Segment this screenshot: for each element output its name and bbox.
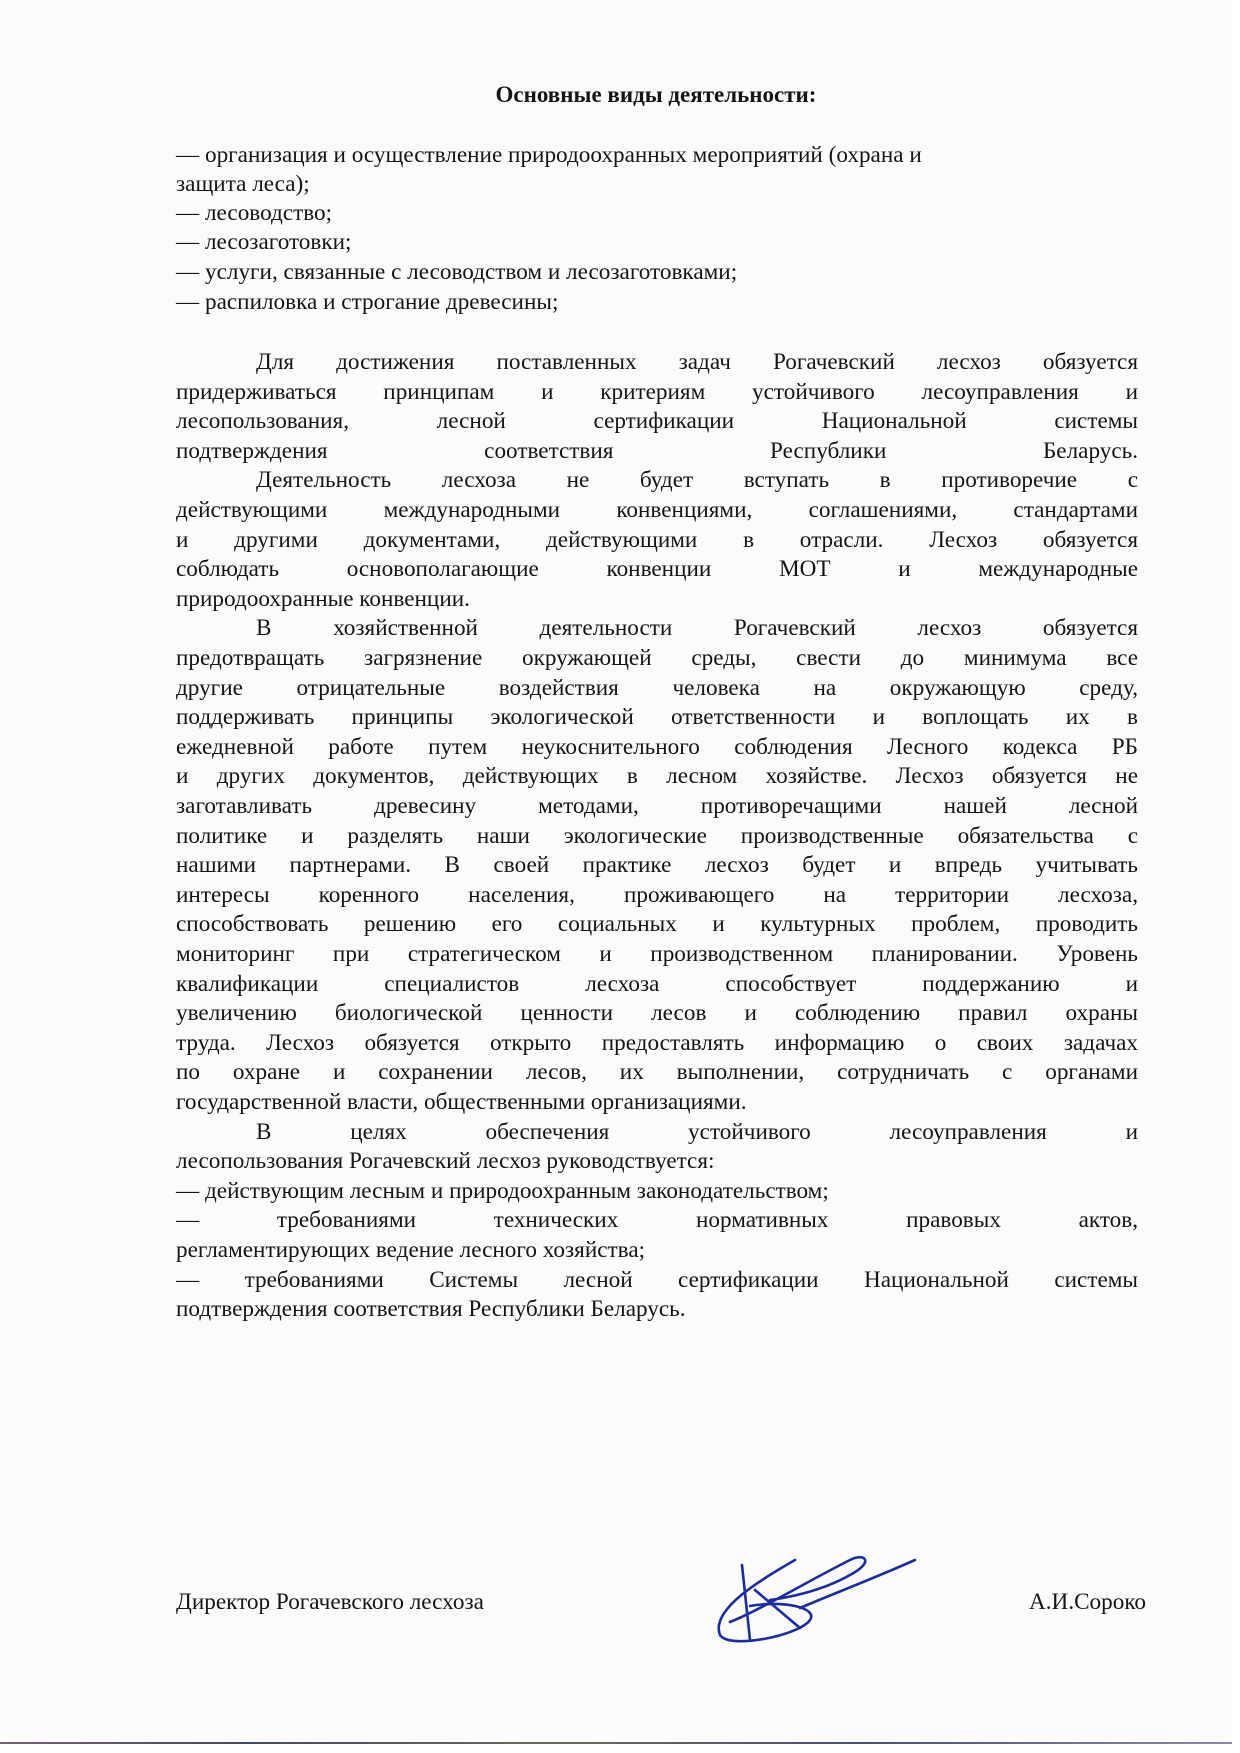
signatory-name: А.И.Сороко <box>1028 1589 1146 1615</box>
body-text-line: нашими партнерами. В своей практике лесхоз будет и впредь учитывать <box>176 852 1138 879</box>
signatory-position: Директор Рогачевского лесхоза <box>176 1589 484 1615</box>
body-text-line: интересы коренного населения, проживающего на территории лесхоза, <box>176 881 1138 908</box>
body-text-line: придерживаться принципам и критериям устойчивого лесоуправления и <box>176 378 1138 405</box>
activity-item: — организация и осуществление природоохранных мероприятий (охрана и <box>176 142 922 168</box>
body-text-line: способствовать решению его социальных и культурных проблем, проводить <box>176 911 1138 938</box>
paragraph-guidance-line: В целях обеспечения устойчивого лесоуправления и <box>256 1118 1138 1145</box>
body-text-line: лесопользования, лесной сертификации Национальной системы <box>176 408 1138 435</box>
body-text-line: труда. Лесхоз обязуется открыто предоставлять информацию о своих задачах <box>176 1029 1138 1056</box>
body-text-line: соблюдать основополагающие конвенции МОТ и международные <box>176 556 1138 583</box>
document-title: Основные виды деятельности: <box>495 82 817 107</box>
body-text-line: действующими международными конвенциями, соглашениями, стандартами <box>176 497 1138 523</box>
body-text-line: заготавливать древесину методами, противоречащими нашей лесной <box>176 793 1138 819</box>
body-text-line: и другими документами, действующими в отрасли. Лесхоз обязуется <box>176 526 1138 553</box>
paragraph-compliance-line: Деятельность лесхоза не будет вступать в противоречие с <box>256 467 1138 494</box>
activity-item: — распиловка и строгание древесины; <box>176 289 559 315</box>
body-text-line: природоохранные конвенции. <box>176 585 470 612</box>
body-text-line: по охране и сохранении лесов, их выполнении, сотрудничать с органами <box>176 1059 1138 1086</box>
body-text-line: другие отрицательные воздействия человека на окружающую среду, <box>176 674 1138 701</box>
body-text-line: и других документов, действующих в лесном хозяйстве. Лесхоз обязуется не <box>176 763 1138 790</box>
body-text-line: предотвращать загрязнение окружающей среды, свести до минимума все <box>176 645 1138 671</box>
guidance-item-line: — действующим лесным и природоохранным законодательством; <box>176 1177 829 1204</box>
page-edge <box>0 1742 1232 1744</box>
body-text-line: государственной власти, общественными организациями. <box>176 1089 747 1115</box>
paragraph-environment-line: В хозяйственной деятельности Рогачевский лесхоз обязуется <box>256 615 1138 642</box>
paragraph-commitment-line: Для достижения поставленных задач Рогачевский лесхоз обязуется <box>256 349 1138 375</box>
guidance-item-line: — требованиями технических нормативных правовых актов, <box>176 1207 1138 1234</box>
activity-item: — услуги, связанные с лесоводством и лесозаготовками; <box>176 259 738 285</box>
body-text-line: ежедневной работе путем неукоснительного соблюдения Лесного кодекса РБ <box>176 733 1138 760</box>
body-text-line: мониторинг при стратегическом и производственном планировании. Уровень <box>176 941 1138 967</box>
activity-item-continued: защита леса); <box>176 171 310 197</box>
activity-item: — лесозаготовки; <box>176 229 352 255</box>
body-text-line: поддерживать принципы экологической ответственности и воплощать их в <box>176 704 1138 731</box>
guidance-item-line: — требованиями Системы лесной сертификации Национальной системы <box>176 1266 1138 1293</box>
body-text-line: политике и разделять наши экологические производственные обязательства с <box>176 822 1138 849</box>
body-text-line: лесопользования Рогачевский лесхоз руководствуется: <box>176 1148 715 1175</box>
handwritten-signature <box>690 1540 920 1650</box>
body-text-line: подтверждения соответствия Республики Беларусь. <box>176 437 1138 464</box>
body-text-line: подтверждения соответствия Республики Беларусь. <box>176 1296 686 1323</box>
body-text-line: регламентирующих ведение лесного хозяйства; <box>176 1237 646 1263</box>
activity-item: — лесоводство; <box>176 200 333 226</box>
body-text-line: увеличению биологической ценности лесов и соблюдению правил охраны <box>176 1000 1138 1027</box>
body-text-line: квалификации специалистов лесхоза способствует поддержанию и <box>176 970 1138 997</box>
